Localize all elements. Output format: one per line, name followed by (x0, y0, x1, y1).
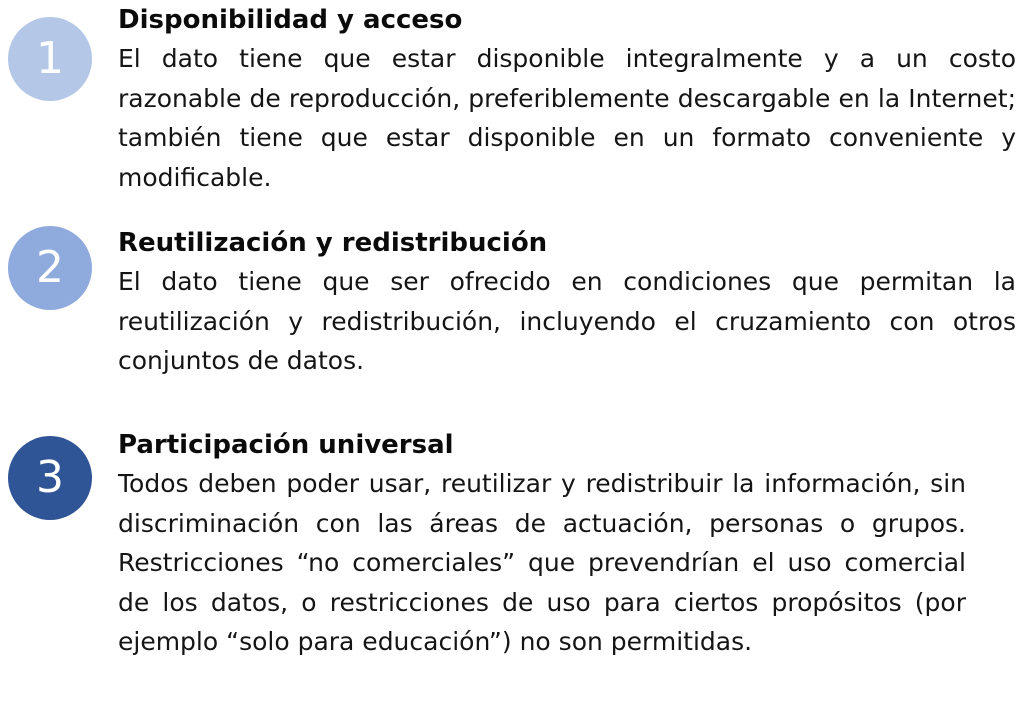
principle-title-2: Reutilización y redistribución (118, 228, 548, 258)
principle-body-1: El dato tiene que estar disponible integralmente y a un costo razonable de reproducción, preferiblemente descargable en la Internet; también tiene que estar disponible en un formato conveniente y modificable. (118, 44, 1016, 192)
principle-title-3: Participación universal (118, 430, 454, 460)
number-badge-2: 2 (8, 226, 92, 310)
number-badge-1: 1 (8, 17, 92, 101)
principle-text-3 (118, 426, 966, 662)
principle-text-2 (118, 224, 1016, 381)
principle-text-1 (118, 1, 1016, 197)
principle-title-1: Disponibilidad y acceso (118, 5, 463, 35)
principle-body-3: Todos deben poder usar, reutilizar y redistribuir la información, sin discriminación con las áreas de actuación, personas o grupos. Restricciones “no comerciales” que prevendrían el uso comercial de los datos, o restricciones de uso para ciertos propósitos (por ejemplo “solo para educación”) no son permitidas. (118, 469, 966, 656)
number-badge-3: 3 (8, 436, 92, 520)
principle-body-2: El dato tiene que ser ofrecido en condiciones que permitan la reutilización y redistribución, incluyendo el cruzamiento con otros conjuntos de datos. (118, 267, 1016, 375)
